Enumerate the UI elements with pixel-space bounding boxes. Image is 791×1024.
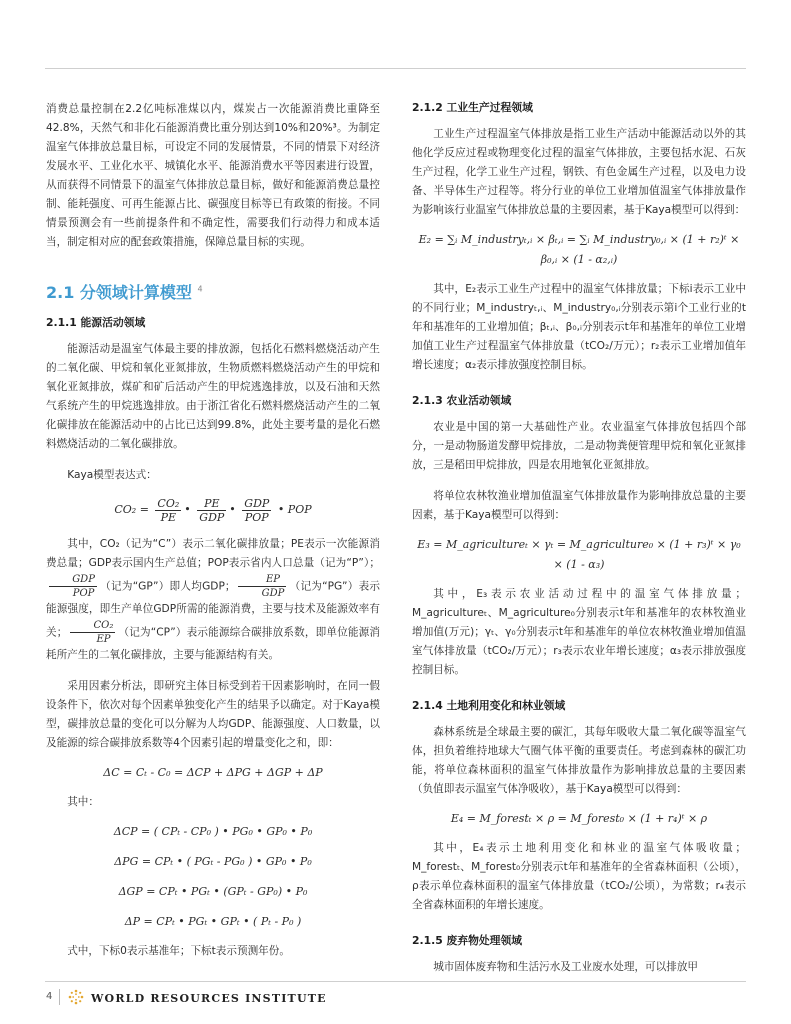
subsection-title-waste: 2.1.5 废弃物处理领域	[412, 934, 523, 947]
page-number: 4	[46, 991, 53, 1002]
co2-ep-den: EP	[96, 634, 111, 645]
section-title-text: 2.1 分领域计算模型	[46, 283, 192, 302]
forestry-paragraph: 森林系统是全球最主要的碳汇，其每年吸收大量二氧化碳等温室气体，担负着维持地球大气圈气体平衡的重要责任。考虑到森林的碳汇功能，将单位森林面积的温室气体排放量作为影响排放总量的主要因素（负值即表示温室气体净吸收），基于Kaya模型可以得到：	[412, 726, 746, 795]
header-rule	[45, 68, 746, 69]
e4-where-paragraph: 其中，E₄表示土地利用变化和林业的温室气体吸收量；M_forestₜ、M_forest₀分别表示t年和基准年的全省森林面积（公顷），ρ表示单位森林面积的温室气体排放量（tCO₂/公顷），为常数；r₄表示全省森林面积的年增长速度。	[412, 842, 746, 911]
kaya-f2-den: GDP	[199, 510, 225, 524]
kaya-f3-den: POP	[244, 510, 269, 524]
kaya-f1-den: PE	[160, 510, 177, 524]
kaya-where-d: （记为“CP”）表示能源综合碳排放系数，即单位能源消耗所产生的二氧化碳排放，主要与能源结构有关。	[46, 626, 380, 661]
subsection-title-energy: 2.1.1 能源活动领域	[46, 316, 146, 329]
kaya-where-paragraph	[46, 535, 380, 665]
industry-paragraph: 工业生产过程温室气体排放是指工业生产活动中能源活动以外的其他化学反应过程或物理变化过程的温室气体排放，主要包括水泥、石灰生产过程，化学工业生产过程，钢铁、有色金属生产过程，以及电力设备、半导体生产过程等。将分行业的单位工业增加值温室气体排放量作为影响该行业温室气体排放总量的主要因素，基于Kaya模型可以得到：	[412, 128, 746, 216]
e4-equation: E₄ = M_forestₜ × ρ = M_forest₀ × (1 + r₄)ᵗ × ρ	[450, 812, 708, 825]
waste-paragraph: 城市固体废弃物和生活污水及工业废水处理，可以排放甲	[433, 961, 699, 973]
kaya-intro: Kaya模型表达式：	[67, 469, 157, 481]
kaya-f3-num: GDP	[244, 496, 270, 510]
section-footnote-ref: 4	[197, 284, 203, 294]
intro-paragraph: 消费总量控制在2.2亿吨标准煤以内，煤炭占一次能源消费比重降至42.8%，天然气和非化石能源消费比重分别达到10%和20%³。为制定温室气体排放总量目标，可设定不同的发展情景，不同的情景下对经济发展水平、工业化水平、城镇化水平、能源消费水平等因素进行设置，从而获得不同情景下的温室气体排放总量目标，做好和能源消费总量控制、能耗强度、可再生能源占比、碳强度目标等已有政策的衔接。不同情景预测会有一些前提条件和不确定性，需要我们行动得力和成本适当，制定相对应的配套政策措施，保障总量目标的实现。	[46, 103, 380, 248]
delta-p-equation: ΔP = CPₜ • PGₜ • GPₜ • ( Pₜ - P₀ )	[124, 915, 302, 928]
delta-gp-equation: ΔGP = CPₜ • PGₜ • (GPₜ - GP₀) • P₀	[118, 885, 308, 898]
kaya-equation: CO₂ = $\frac{\text{CO₂}}{PE}$ • $\frac{PE}{\text{GDP}}$ • $\frac{\text{GDP}}{\text{POP}}$ • POP	[114, 496, 312, 524]
footer-rule	[45, 981, 746, 982]
kaya-where-c: （记为“PG”）表示能源强度，即生产单位GDP所需的能源消费，主要与技术及能源效率有关；	[46, 580, 380, 639]
ep-gdp-num: EP	[238, 573, 286, 587]
kaya-fraction-2	[197, 497, 226, 524]
kaya-where-b: （记为“GP”）即人均GDP；	[99, 580, 236, 593]
agriculture-paragraph-2: 将单位农林牧渔业增加值温室气体排放量作为影响排放总量的主要因素，基于Kaya模型可以得到：	[412, 490, 746, 521]
co2-ep-num: CO₂	[70, 619, 115, 633]
subsection-title-forestry: 2.1.4 土地利用变化和林业领域	[412, 699, 566, 712]
right-column	[412, 100, 746, 977]
wri-logo-icon	[68, 989, 84, 1005]
footer-divider	[59, 989, 60, 1005]
gdp-pop-fraction	[49, 573, 97, 600]
ep-gdp-den: GDP	[261, 588, 285, 599]
ep-gdp-fraction	[238, 573, 286, 600]
e3-where-paragraph: 其中，E₃表示农业活动过程中的温室气体排放量；M_agricultureₜ、M_agriculture₀分别表示t年和基准年的农林牧渔业增加值(万元)；γₜ、γ₀分别表示t年和基准年的单位农林牧渔业增加值温室气体排放量（tCO₂/万元）；r₃表示农业年增长速度；α₃表示排放强度控制目标。	[412, 588, 746, 676]
subsection-title-agriculture: 2.1.3 农业活动领域	[412, 394, 512, 407]
left-column	[46, 100, 380, 961]
section-title	[46, 280, 380, 303]
energy-paragraph: 能源活动是温室气体最主要的排放源，包括化石燃料燃烧活动产生的二氧化碳、甲烷和氧化亚氮排放，生物质燃料燃烧活动产生的甲烷和氧化亚氮排放，煤矿和矿后活动产生的甲烷逃逸排放，以及石油和天然气系统产生的甲烷逃逸排放。由于浙江省化石燃料燃烧活动产生的二氧化碳排放在能源活动中的占比已达到99.8%，此处主要考量的是化石燃料燃烧活动的二氧化碳排放。	[46, 343, 380, 450]
factor-analysis-paragraph: 采用因素分析法，即研究主体目标受到若干因素影响时，在同一假设条件下，依次对每个因素单独变化产生的结果予以确定。对于Kaya模型，碳排放总量的变化可以分解为人均GDP、能源强度、人口数量，以及能源的综合碳排放系数等4个因素引起的增量变化之和，即：	[46, 680, 380, 749]
subsection-title-industry: 2.1.2 工业生产过程领域	[412, 101, 533, 114]
subscript-note: 式中，下标0表示基准年；下标t表示预测年份。	[67, 945, 290, 957]
e2-equation: E₂ = ∑ᵢ M_industryₜ,ᵢ × βₜ,ᵢ = ∑ᵢ M_industry₀,ᵢ × (1 + r₂)ᵗ × β₀,ᵢ × (1 - α₂,ᵢ)	[418, 233, 740, 266]
kaya-tail: • POP	[277, 503, 312, 516]
gdp-pop-den: POP	[72, 588, 95, 599]
kaya-f1-num: CO₂	[157, 496, 180, 510]
delta-pg-equation: ΔPG = CPₜ • ( PGₜ - PG₀ ) • GP₀ • P₀	[114, 855, 312, 868]
kaya-fraction-1	[155, 497, 181, 524]
delta-cp-equation: ΔCP = ( CPₜ - CP₀ ) • PG₀ • GP₀ • P₀	[113, 825, 313, 838]
kaya-lhs: CO₂ =	[114, 503, 149, 516]
co2-ep-fraction	[70, 619, 115, 646]
brand-name: WORLD RESOURCES INSTITUTE	[91, 992, 327, 1005]
gdp-pop-num: GDP	[49, 573, 97, 587]
agriculture-paragraph: 农业是中国的第一大基础性产业。农业温室气体排放包括四个部分，一是动物肠道发酵甲烷排放，二是动物粪便管理甲烷和氧化亚氮排放，三是稻田甲烷排放，四是农用地氧化亚氮排放。	[412, 421, 746, 471]
kaya-f2-num: PE	[197, 497, 226, 511]
e3-equation: E₃ = M_agricultureₜ × γₜ = M_agriculture₀ × (1 + r₃)ᵗ × γ₀ × (1 - α₃)	[417, 538, 741, 571]
delta-c-equation: ΔC = Cₜ - C₀ = ΔCP + ΔPG + ΔGP + ΔP	[103, 766, 323, 779]
e2-where-paragraph: 其中，E₂表示工业生产过程中的温室气体排放量；下标i表示工业中的不同行业；M_industryₜ,ᵢ、M_industry₀,ᵢ分别表示第i个工业行业的t年和基准年的工业增加值；βₜ,ᵢ、β₀,ᵢ分别表示t年和基准年的单位工业增加值工业生产过程温室气体排放量（tCO₂/万元）；r₂表示工业增加值年增长速度；α₂表示排放强度控制目标。	[412, 283, 746, 371]
kaya-where-a: 其中，CO₂（记为“C”）表示二氧化碳排放量；PE表示一次能源消费总量；GDP表示国内生产总值；POP表示省内人口总量（记为“P”）；	[46, 538, 380, 569]
kaya-fraction-3	[242, 497, 271, 524]
where-label: 其中：	[67, 796, 99, 808]
